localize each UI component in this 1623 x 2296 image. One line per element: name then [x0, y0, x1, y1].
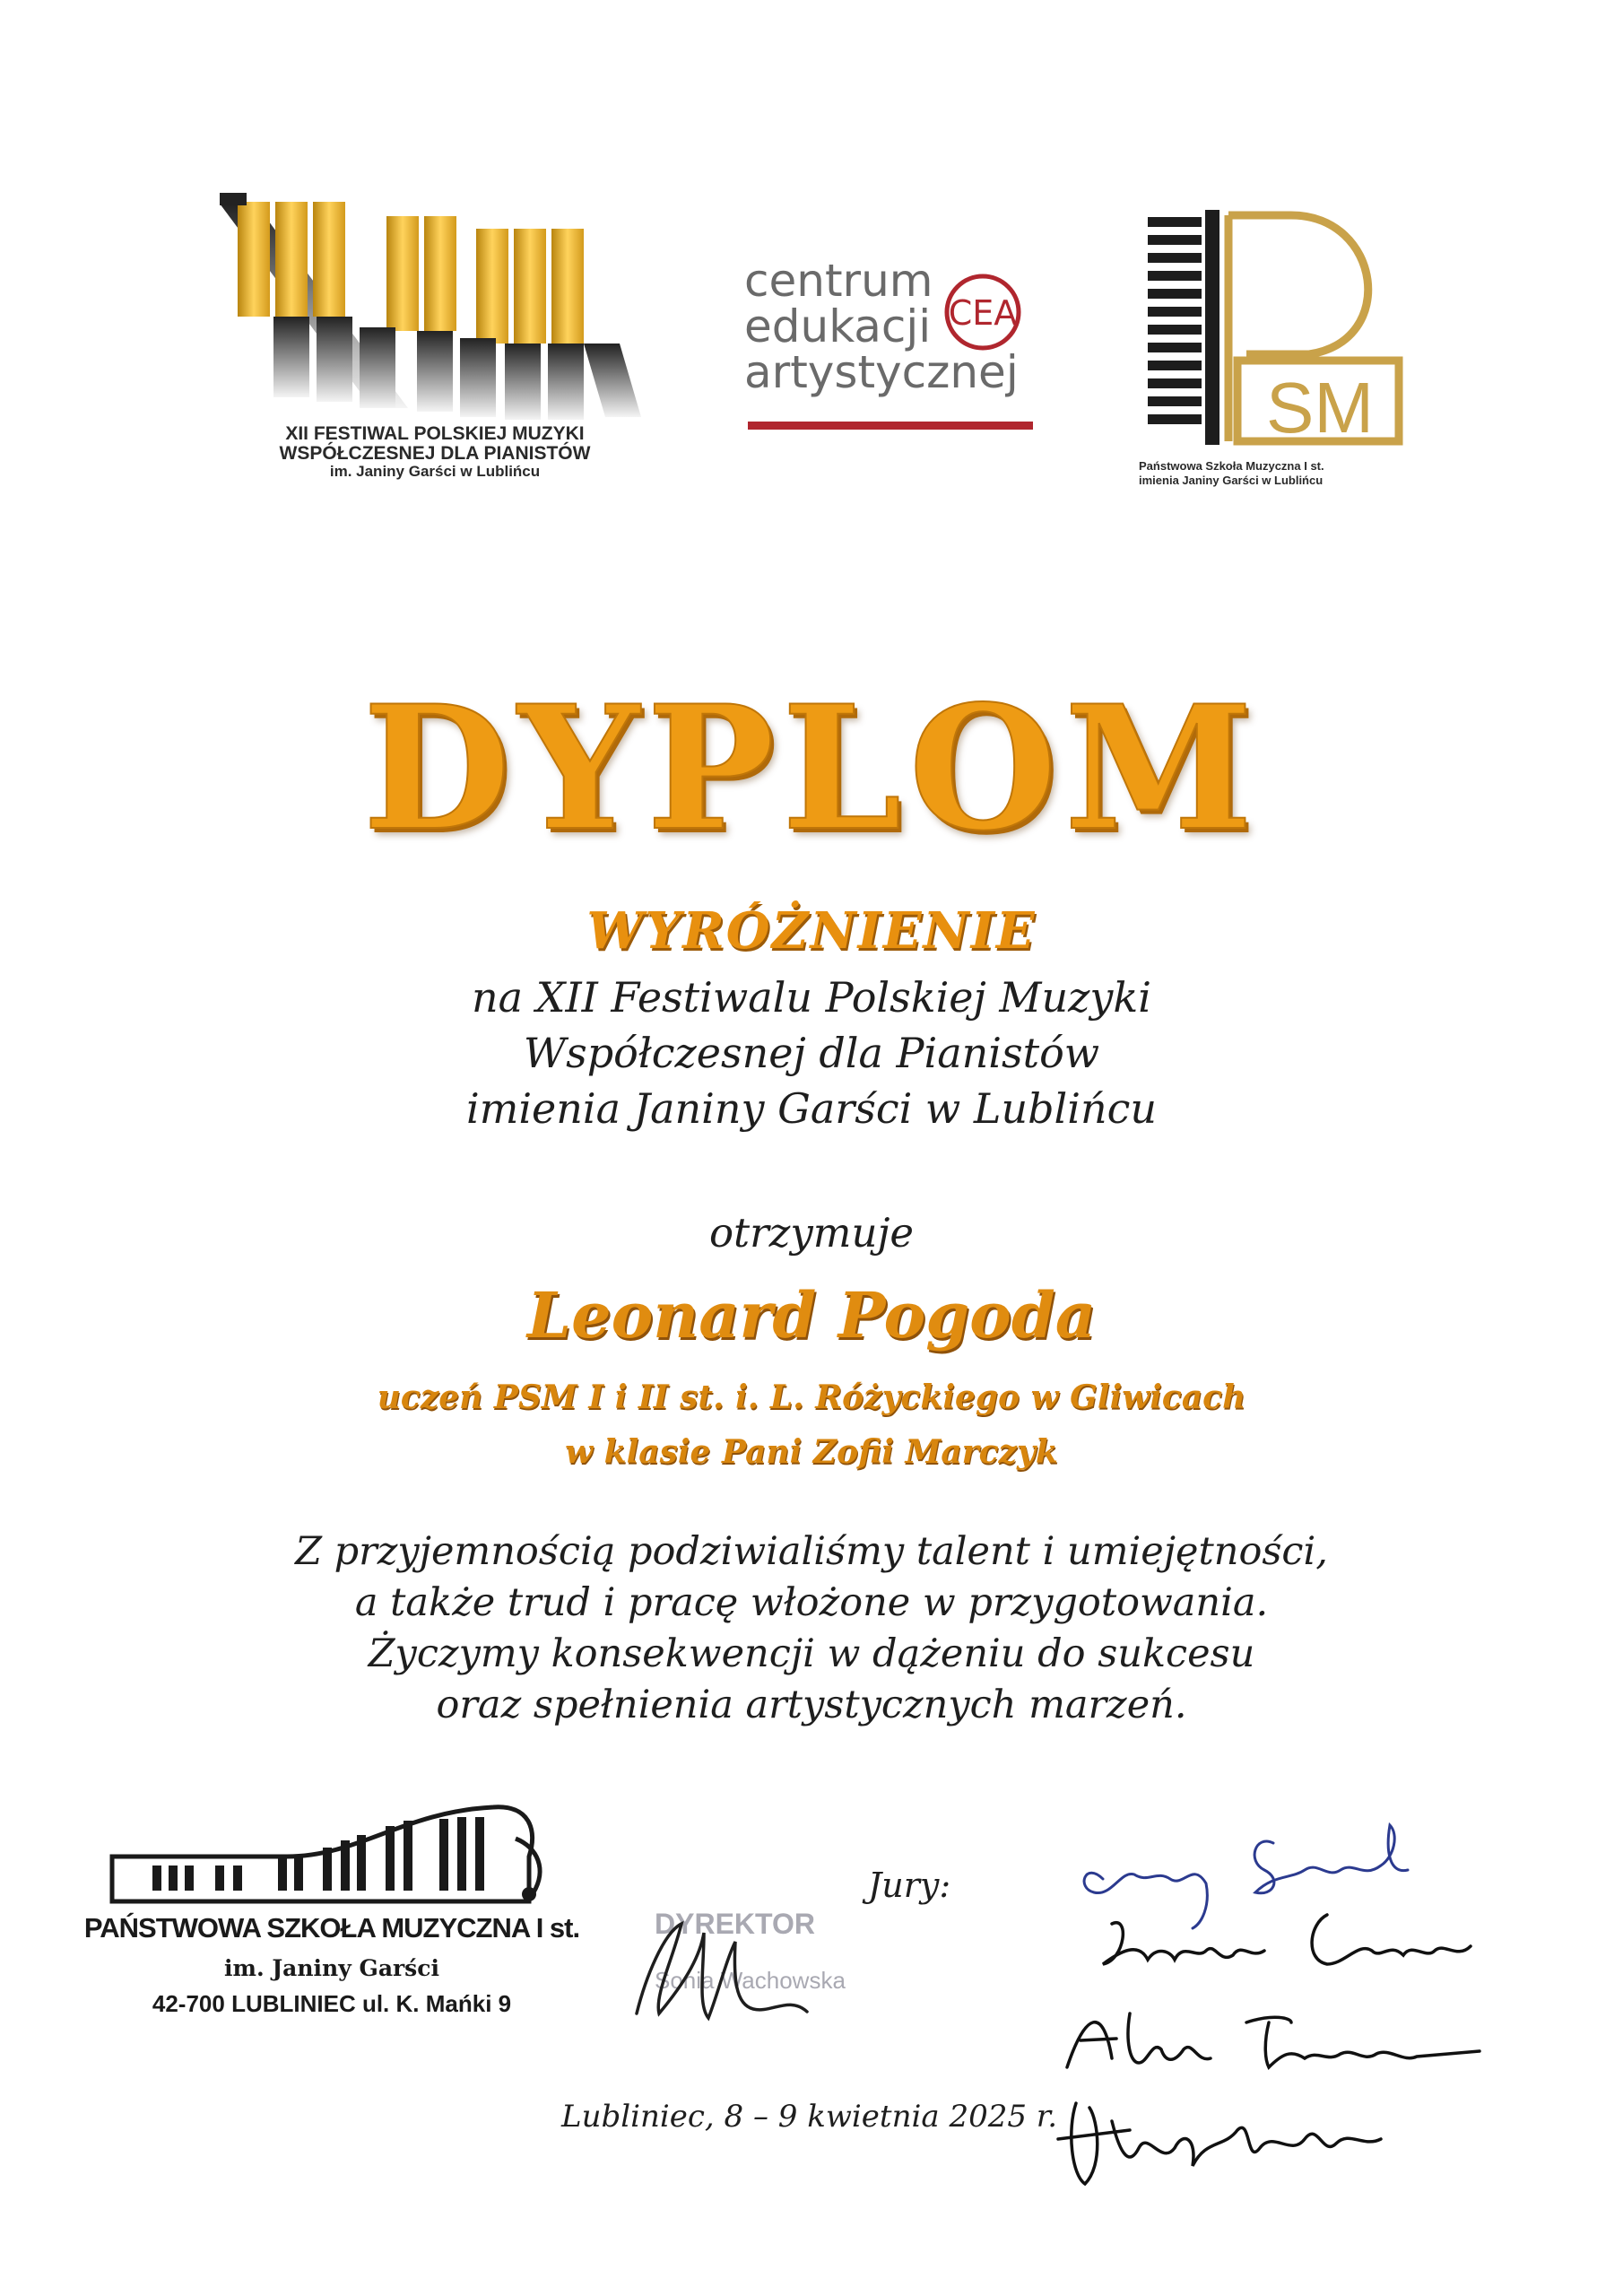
recipient-name: Leonard Pogoda	[526, 1278, 1097, 1352]
cea-logo-line-1: centrum	[744, 255, 933, 307]
jury-signature-2	[1103, 1915, 1471, 1964]
receives-label: otrzymuje	[708, 1209, 915, 1257]
message-line-3: Życzymy konsekwencji w dążeniu do sukcesu	[368, 1631, 1255, 1676]
school-stamp	[63, 1794, 601, 2018]
place-date: Lubliniec, 8 – 9 kwietnia 2025 r.	[561, 2099, 1058, 2135]
psm-logo-caption-1: Państwowa Szkoła Muzyczna I st.	[1139, 459, 1324, 473]
jury-signature-3	[1067, 2013, 1480, 2067]
jury-signature-4	[1058, 2103, 1381, 2184]
message-line-2: a także trud i pracę włożone w przygotowania.	[354, 1580, 1269, 1625]
festival-line-3: imienia Janiny Garści w Lublińcu	[465, 1084, 1157, 1133]
cea-logo-bar	[748, 422, 1033, 430]
cea-emblem-icon	[940, 269, 1026, 355]
stamp-line-2: im. Janiny Garści	[224, 1955, 439, 1981]
cea-logo	[735, 251, 1058, 439]
psm-piano-emblem-icon	[1112, 206, 1453, 453]
festival-logo-caption-1: XII FESTIWAL POLSKIEJ MUZYKI	[285, 423, 585, 444]
festival-line-1: na XII Festiwalu Polskiej Muzyki	[472, 973, 1151, 1022]
jury-label: Jury:	[868, 1866, 951, 1905]
svg-text:SM: SM	[1266, 368, 1374, 448]
festival-line-2: Współczesnej dla Pianistów	[523, 1029, 1100, 1077]
award-title: WYRÓŻNIENIE	[586, 901, 1037, 961]
diploma-title: DYPLOM	[362, 668, 1261, 868]
director-signature	[619, 1906, 879, 2031]
cea-logo-line-2: edukacji	[744, 300, 932, 352]
message-line-1: Z przyjemnością podziwialiśmy talent i umiejętności,	[295, 1529, 1328, 1574]
festival-logo-caption-3: im. Janiny Garści w Lublińcu	[329, 463, 541, 481]
jury-signatures	[1049, 1807, 1551, 2202]
director-name: Sonia Wachowska	[655, 1967, 846, 1994]
message-line-4: oraz spełnienia artystycznych marzeń.	[436, 1683, 1187, 1727]
director-role: DYREKTOR	[655, 1908, 815, 1940]
festival-logo	[220, 193, 650, 498]
director-stamp	[619, 1906, 879, 2031]
festival-logo-caption-2: WSPÓŁCZESNEJ DLA PIANISTÓW	[279, 443, 591, 465]
stamp-piano-icon	[63, 1794, 601, 1910]
cea-logo-line-3: artystycznej	[744, 346, 1019, 398]
jury-signature-1	[1084, 1825, 1408, 1928]
psm-logo-caption-2: imienia Janiny Garści w Lublińcu	[1139, 474, 1324, 488]
piano-keys-logo-icon	[220, 193, 650, 422]
psm-logo	[1112, 206, 1453, 502]
school-line-2: w klasie Pani Zofii Marczyk	[565, 1433, 1058, 1471]
svg-text:CEA: CEA	[948, 293, 1018, 333]
school-line-1: uczeń PSM I i II st. i. L. Różyckiego w Gliwicach	[377, 1378, 1246, 1416]
stamp-line-3: 42-700 LUBLINIEC ul. K. Mańki 9	[152, 1990, 512, 2017]
stamp-line-1: PAŃSTWOWA SZKOŁA MUZYCZNA I st.	[83, 1912, 580, 1944]
